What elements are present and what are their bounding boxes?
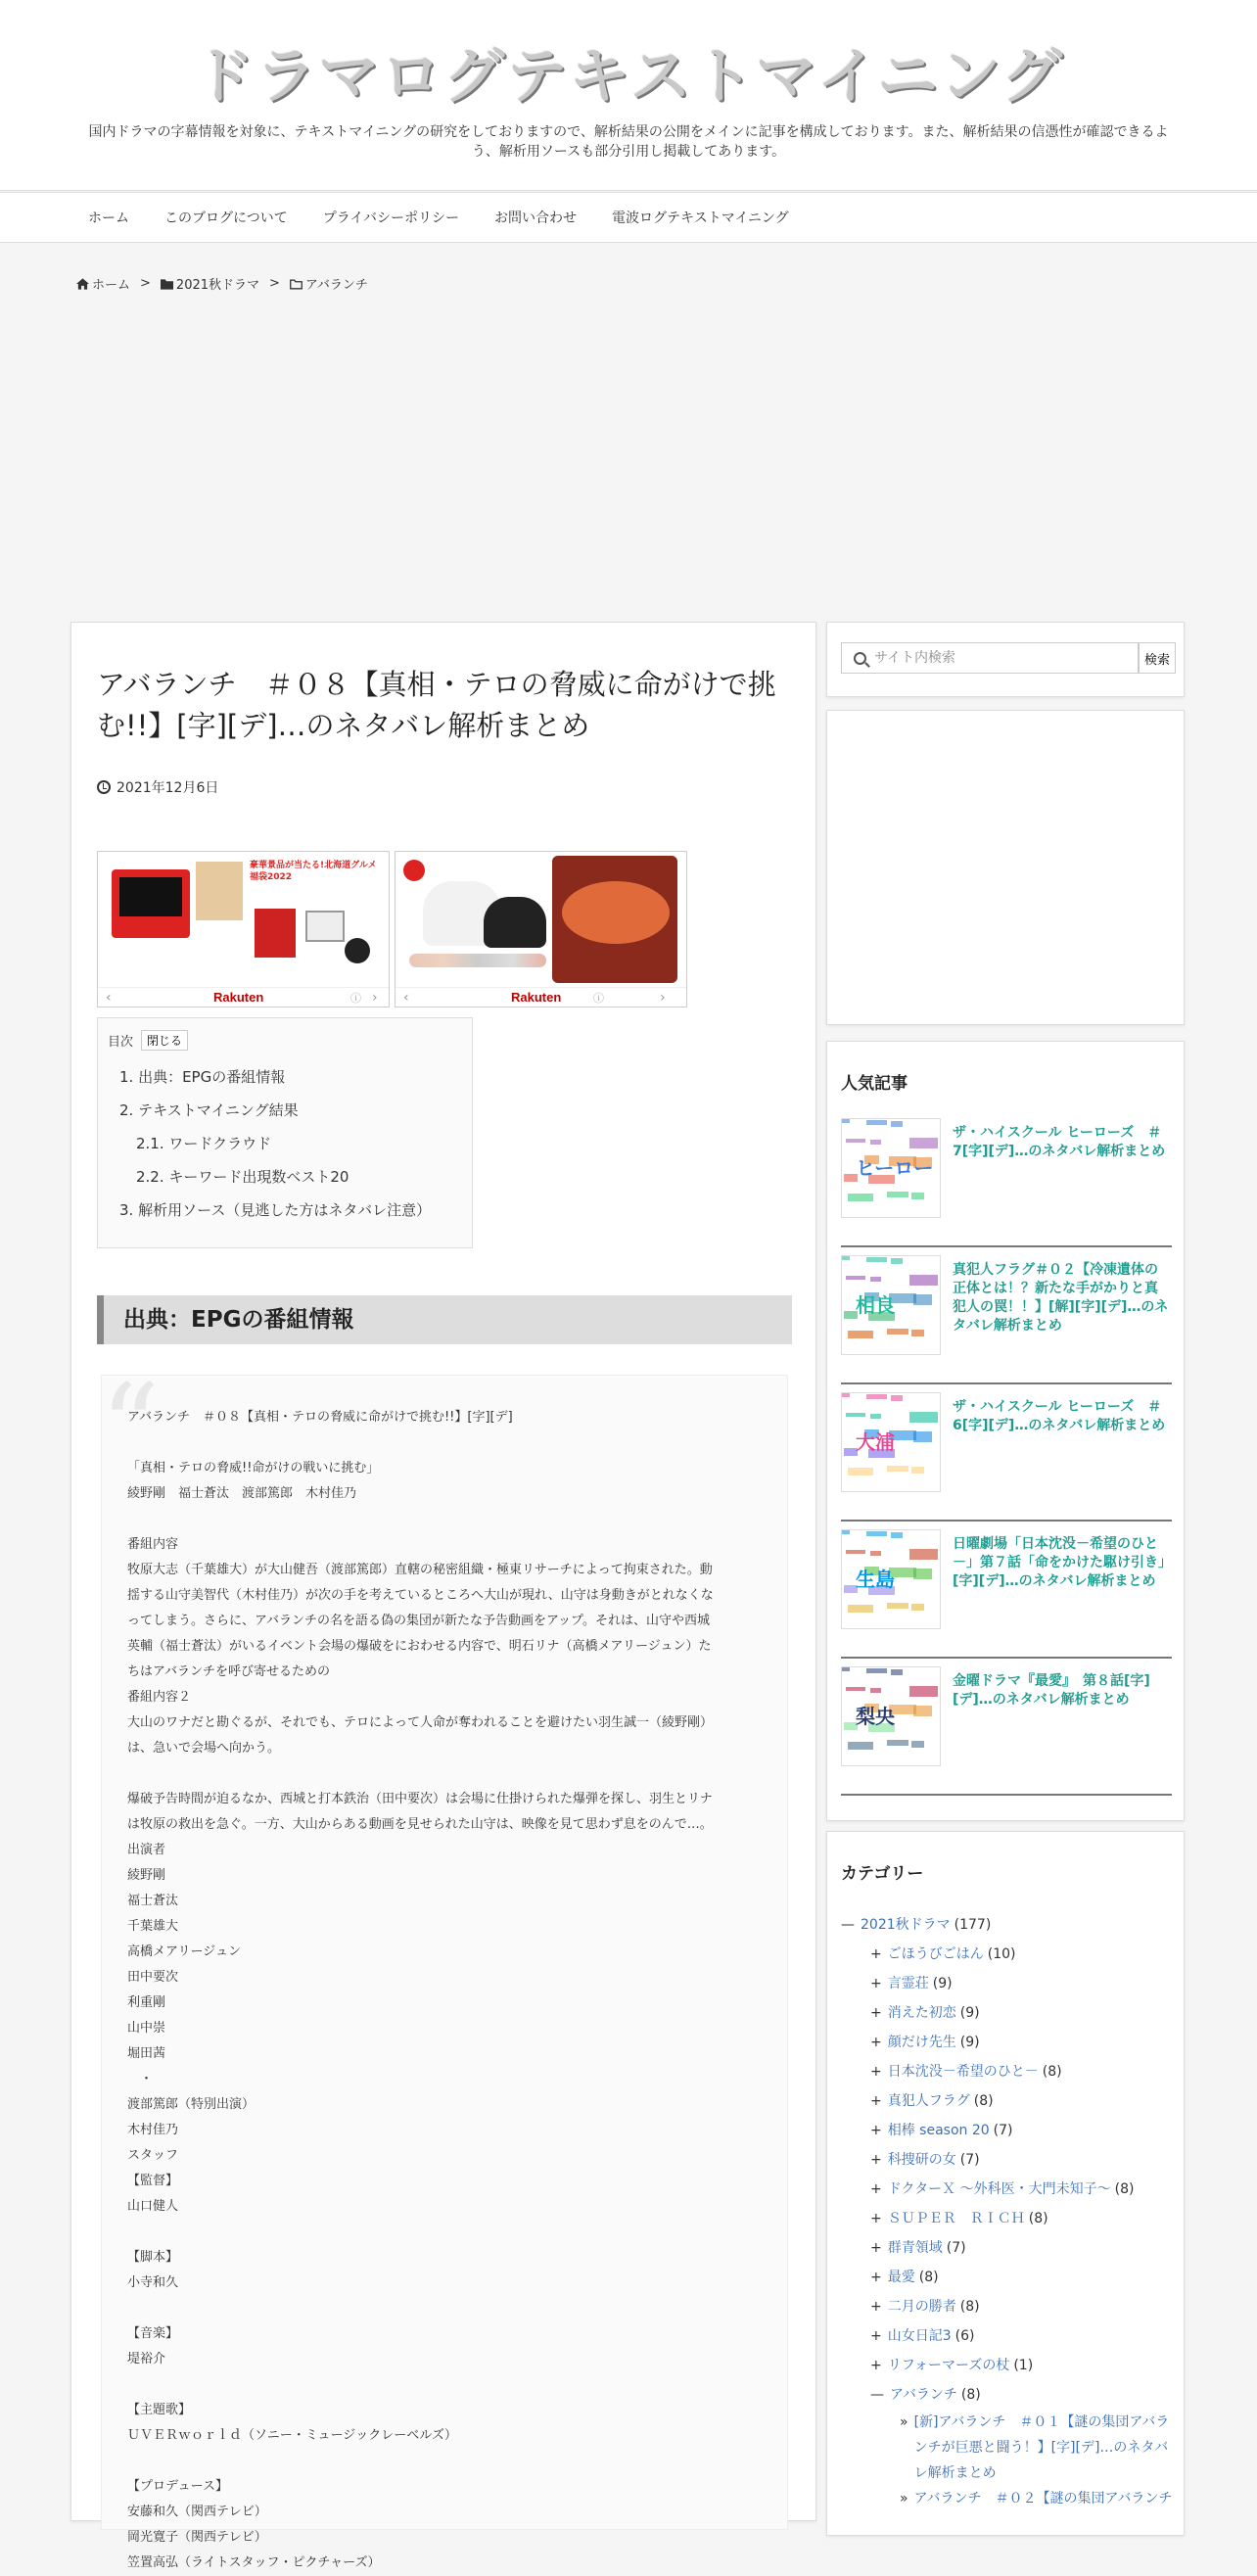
thumbnail-word-block <box>848 1468 873 1475</box>
category-item[interactable] <box>841 2410 1174 2486</box>
category-item[interactable] <box>841 2263 1174 2292</box>
thumbnail-word-block <box>891 1669 903 1675</box>
category-text <box>888 2086 994 2116</box>
category-count: (7) <box>959 2152 980 2168</box>
category-text <box>888 2028 980 2057</box>
epg-line: 千葉雄大 <box>127 1919 179 1934</box>
epg-line: 安藤和久（関西テレビ） <box>127 2505 267 2519</box>
thumbnail-word-block <box>846 1550 865 1554</box>
popular-post-item[interactable] <box>841 1110 1172 1247</box>
category-item[interactable] <box>841 2057 1174 2086</box>
thumbnail-main-word: 梨央 <box>856 1705 895 1728</box>
category-text <box>888 2175 1135 2204</box>
thumbnail-main-word: 相良 <box>856 1293 895 1317</box>
category-link[interactable]: アバランチ ＃０２【謎の集団アバランチ <box>913 2491 1173 2506</box>
thumbnail-word-block <box>848 1194 873 1201</box>
toc-item[interactable]: 2.2. キーワード出現数ベスト20 <box>136 1168 349 1186</box>
category-item[interactable] <box>841 2086 1174 2116</box>
expand-plus-icon: + <box>870 1976 882 1991</box>
category-text <box>890 2380 981 2410</box>
epg-line <box>127 1507 764 1532</box>
breadcrumb-subcategory[interactable] <box>290 274 368 293</box>
nav-item[interactable]: ホーム <box>88 211 129 226</box>
thumbnail-word-block <box>891 1258 903 1264</box>
category-link[interactable]: 言霊荘 <box>887 1976 929 1991</box>
category-count: (8) <box>1028 2211 1048 2226</box>
thumbnail-word-block <box>913 1431 932 1442</box>
category-count: (8) <box>918 2270 939 2285</box>
thumbnail-word-block <box>909 1275 938 1286</box>
category-count: (7) <box>946 2240 966 2256</box>
epg-line <box>127 2296 764 2321</box>
breadcrumb-separator: > <box>140 276 151 291</box>
category-widget <box>826 1831 1185 2536</box>
category-link[interactable]: ドクターＸ ～外科医・大門未知子～ <box>887 2181 1111 2197</box>
category-count: (8) <box>959 2299 980 2315</box>
toc-item[interactable]: 1. 出典：EPGの番組情報 <box>119 1068 286 1086</box>
popular-post-link[interactable]: 金曜ドラマ『最愛』 第８話[字][デ]…のネタバレ解析まとめ <box>953 1673 1150 1708</box>
thumbnail-word-block <box>846 1276 865 1280</box>
thumbnail-word-block <box>911 1193 924 1199</box>
word-cloud-thumbnail[interactable] <box>841 1666 941 1766</box>
epg-line: 【主題歌】 <box>127 2403 192 2417</box>
ad-banner-1[interactable] <box>97 851 390 1007</box>
thumbnail-word-block <box>911 1741 924 1748</box>
epg-line <box>127 2220 764 2245</box>
thumbnail-main-word: 生島 <box>856 1568 895 1591</box>
epg-line: 爆破予告時間が迫るなか、西城と打本鉄治（田中要次）は会場に仕掛けられた爆弾を探し、羽生とリナ <box>127 1792 713 1806</box>
section-heading-epg: 出典：EPGの番組情報 <box>97 1295 792 1344</box>
category-link[interactable]: 日本沈没－希望のひと－ <box>887 2064 1039 2080</box>
site-logo[interactable]: ドラマログテキストマイニング <box>193 40 1064 112</box>
epg-line: 笠置高弘（ライトスタッフ・ピクチャーズ） <box>127 2555 381 2570</box>
category-link[interactable]: 2021秋ドラマ <box>861 1917 951 1933</box>
expand-plus-icon: + <box>870 2211 882 2226</box>
category-link[interactable]: 消えた初恋 <box>887 2005 956 2021</box>
thumbnail-word-block <box>866 1257 887 1262</box>
breadcrumb-home-label: ホーム <box>92 278 131 293</box>
category-text <box>888 2233 966 2263</box>
epg-line: 揺する山守美智代（木村佳乃）が次の手を考えているところへ大山が現れ、山守は身動きがとれなくな <box>127 1588 714 1603</box>
expand-plus-icon: + <box>870 2328 882 2344</box>
category-text <box>888 1969 953 1998</box>
word-cloud-thumbnail[interactable] <box>841 1118 941 1218</box>
category-item[interactable] <box>841 2351 1174 2380</box>
nav-item[interactable]: プライバシーポリシー <box>322 211 460 226</box>
epg-line: 【監督】 <box>127 2174 179 2188</box>
ad-banners <box>97 851 687 1007</box>
category-link[interactable]: ＳＵＰＥＲ ＲＩＣＨ <box>887 2211 1025 2226</box>
search-button[interactable]: 検索 <box>1139 642 1176 674</box>
epg-line: 【脚本】 <box>127 2250 179 2265</box>
category-text <box>888 2145 980 2175</box>
toc-label: 目次 <box>108 1035 134 1050</box>
thumbnail-word-block <box>870 1140 881 1145</box>
thumbnail-word-block <box>842 1256 850 1260</box>
category-link[interactable]: リフォーマーズの杖 <box>887 2358 1010 2373</box>
category-count: (9) <box>932 1976 953 1991</box>
category-item[interactable] <box>841 2321 1174 2351</box>
category-count: (9) <box>959 2005 980 2021</box>
category-text <box>914 2486 1173 2511</box>
epg-line: 渡部篤郎（特別出演） <box>127 2097 256 2112</box>
category-item[interactable] <box>841 2145 1174 2175</box>
category-text <box>888 2351 1033 2380</box>
epg-line: 山中崇 <box>127 2021 166 2036</box>
category-text <box>888 2321 975 2351</box>
popular-post-link[interactable]: ザ・ハイスクール ヒーローズ ＃6[字][デ]…のネタバレ解析まとめ <box>953 1399 1166 1433</box>
search-input[interactable] <box>874 650 1119 666</box>
prev-arrow-icon[interactable]: ‹ <box>403 990 409 1006</box>
word-cloud-thumbnail[interactable] <box>841 1255 941 1355</box>
popular-post-item[interactable] <box>841 1522 1172 1659</box>
epg-line: 綾野剛 <box>127 1868 166 1883</box>
epg-line: 牧原大志（千葉雄大）が大山健吾（渡部篤郎）直轄の秘密組織・極東リサーチによって拘束された。動 <box>127 1563 713 1577</box>
expand-plus-icon: + <box>870 2035 882 2050</box>
toc-item[interactable]: 2. テキストマイニング結果 <box>119 1101 299 1119</box>
thumbnail-word-block <box>909 1549 938 1560</box>
category-count: (8) <box>973 2093 994 2109</box>
popular-post-link[interactable]: 日曜劇場「日本沈没－希望のひと－」第７話「命をかけた駆け引き」[字][デ]…のネタバレ解析まとめ <box>953 1536 1165 1589</box>
category-count: (8) <box>960 2387 981 2403</box>
popular-posts-title: 人気記事 <box>841 1074 908 1094</box>
category-count: (8) <box>1042 2064 1062 2080</box>
thumbnail-word-block <box>911 1604 924 1611</box>
collapse-dash-icon: — <box>841 1917 855 1933</box>
category-item[interactable] <box>841 2028 1174 2057</box>
breadcrumb <box>76 274 368 293</box>
post-date-text: 2021年12月6日 <box>116 780 219 796</box>
category-item[interactable] <box>841 1910 1174 1940</box>
thumbnail-word-block <box>848 1605 873 1613</box>
search-icon <box>854 652 866 665</box>
category-count: (177) <box>954 1917 992 1933</box>
thumbnail-word-block <box>866 1120 887 1125</box>
category-count: (6) <box>954 2328 975 2344</box>
epg-line: 【音楽】 <box>127 2326 179 2341</box>
thumbnail-word-block <box>909 1412 938 1423</box>
epg-line <box>127 2449 764 2474</box>
epg-line: 福士蒼汰 <box>127 1894 179 1908</box>
nav-item[interactable]: このブログについて <box>164 211 288 226</box>
rakuten-logo: Rakuten <box>213 990 264 1005</box>
ad-image <box>396 852 686 987</box>
thumbnail-word-block <box>870 1414 881 1419</box>
category-count: (8) <box>1114 2181 1135 2197</box>
epg-line: スタッフ <box>127 2148 179 2163</box>
epg-line: 堀田茜 <box>127 2046 166 2061</box>
expand-plus-icon: + <box>870 2093 882 2109</box>
category-link[interactable]: 山女日記3 <box>887 2328 952 2344</box>
search-field <box>841 642 1139 674</box>
post-title: アバランチ ＃０８【真相・テロの脅威に命がけで挑む!!】[字][デ]…のネタバレ解析まとめ <box>97 668 776 742</box>
category-link[interactable]: 群青領域 <box>887 2240 943 2256</box>
category-text <box>888 2204 1048 2233</box>
breadcrumb-category[interactable] <box>161 274 259 293</box>
breadcrumb-separator: > <box>269 276 280 291</box>
thumbnail-word-block <box>909 1686 938 1697</box>
category-item[interactable] <box>841 1969 1174 1998</box>
expand-plus-icon: + <box>870 2152 882 2168</box>
sidebar-ad-slot <box>826 710 1185 1025</box>
epg-line: 堤裕介 <box>127 2352 166 2366</box>
breadcrumb-home[interactable] <box>76 274 130 293</box>
category-item[interactable] <box>841 1940 1174 1969</box>
thumbnail-main-word: 大浦 <box>856 1430 895 1454</box>
next-arrow-icon[interactable]: › <box>660 990 666 1006</box>
category-link[interactable]: 二月の勝者 <box>887 2299 956 2315</box>
toc-item[interactable]: 3. 解析用ソース（見逃した方はネタバレ注意） <box>119 1201 432 1219</box>
epg-blockquote <box>100 1360 788 2570</box>
epg-line: 岡光寛子（関西テレビ） <box>127 2530 267 2545</box>
epg-line: 【プロデュース】 <box>127 2479 228 2494</box>
epg-line: 小寺和久 <box>127 2275 179 2290</box>
thumbnail-word-block <box>866 1531 887 1536</box>
epg-line: ってしまう。さらに、アバランチの名を語る偽の集団が新たな予告動画をアップ。それは、山守や西城 <box>127 1614 711 1628</box>
epg-line: は、急いで会場へ向かう。 <box>127 1741 281 1756</box>
epg-line: ちはアバランチを呼び寄せるための <box>127 1664 330 1679</box>
thumbnail-word-block <box>891 1395 903 1401</box>
expand-plus-icon: + <box>870 2299 882 2315</box>
nav-item[interactable]: お問い合わせ <box>494 211 578 226</box>
ad-banner-text: 豪華景品が当たる!北海道グルメ福袋2022 <box>250 860 377 885</box>
category-item[interactable] <box>841 1998 1174 2028</box>
category-link[interactable]: 顔だけ先生 <box>887 2035 956 2050</box>
thumbnail-word-block <box>842 1393 850 1397</box>
site-header <box>0 0 1257 191</box>
category-text <box>861 1910 991 1940</box>
thumbnail-word-block <box>846 1687 865 1691</box>
popular-post-item[interactable] <box>841 1384 1172 1522</box>
category-item[interactable] <box>841 2292 1174 2321</box>
expand-plus-icon: + <box>870 2240 882 2256</box>
category-link[interactable]: ごほうびごはん <box>887 1946 984 1962</box>
post-date <box>97 777 218 797</box>
folder-open-icon <box>290 278 303 290</box>
epg-line <box>127 2372 764 2398</box>
expand-plus-icon: + <box>870 2358 882 2373</box>
expand-plus-icon: + <box>870 2181 882 2197</box>
category-link[interactable]: 真犯人フラグ <box>887 2093 970 2109</box>
info-icon[interactable]: ⓘ <box>350 992 361 1005</box>
thumbnail-word-block <box>866 1394 887 1399</box>
category-text <box>888 2057 1062 2086</box>
thumbnail-word-block <box>842 1119 850 1123</box>
epg-line: 高橋メアリージュン <box>127 1944 241 1959</box>
category-link[interactable]: 科捜研の女 <box>887 2152 956 2168</box>
category-item[interactable] <box>841 2233 1174 2263</box>
epg-line: 「真相・テロの脅威!!命がけの戦いに挑む」 <box>127 1461 380 1475</box>
ad-image <box>98 852 389 987</box>
post-bullet-icon: » <box>900 2491 908 2506</box>
next-arrow-icon[interactable]: › <box>372 990 378 1006</box>
thumbnail-main-word: ヒーロー <box>856 1156 934 1180</box>
word-cloud-thumbnail[interactable] <box>841 1392 941 1492</box>
category-count: (10) <box>987 1946 1016 1962</box>
thumbnail-word-block <box>842 1530 850 1534</box>
thumbnail-word-block <box>842 1667 850 1671</box>
toc-close-button[interactable]: 閉じる <box>141 1030 188 1051</box>
ad-footer <box>98 987 389 1007</box>
category-count: (9) <box>959 2035 980 2050</box>
thumbnail-word-block <box>866 1668 887 1673</box>
thumbnail-word-block <box>848 1742 873 1750</box>
epg-line: ・ <box>127 2072 154 2086</box>
expand-plus-icon: + <box>870 2005 882 2021</box>
category-item[interactable] <box>841 2204 1174 2233</box>
category-text <box>888 1998 980 2028</box>
word-cloud-thumbnail[interactable] <box>841 1529 941 1629</box>
expand-plus-icon: + <box>870 2064 882 2080</box>
category-item[interactable] <box>841 2486 1174 2511</box>
category-item[interactable] <box>841 2175 1174 2204</box>
popular-post-item[interactable] <box>841 1247 1172 1384</box>
category-list <box>841 1910 1174 2511</box>
epg-line: 山口健人 <box>127 2199 179 2214</box>
category-text <box>888 2292 980 2321</box>
category-link[interactable]: アバランチ <box>890 2387 957 2403</box>
thumbnail-word-block <box>913 1294 932 1305</box>
epg-line: は牧原の救出を急ぐ。一方、大山からある動画を見せられた山守は、映像を見て思わず息をのんで…。 <box>127 1817 713 1832</box>
epg-line: 利重剛 <box>127 1995 166 2010</box>
toc-item[interactable]: 2.1. ワードクラウド <box>136 1135 272 1152</box>
epg-line: 出演者 <box>127 1843 166 1857</box>
category-link[interactable]: 相棒 season 20 <box>887 2123 990 2138</box>
epg-line: 綾野剛 福士蒼汰 渡部篤郎 木村佳乃 <box>127 1486 357 1501</box>
thumbnail-word-block <box>870 1277 881 1282</box>
category-link[interactable]: [新]アバランチ ＃０１【謎の集団アバランチが巨悪と闘う！】[字][デ]…のネタバレ解析まとめ <box>913 2414 1170 2481</box>
popular-post-link[interactable]: 真犯人フラグ＃０２【冷凍遺体の正体とは！？新たな手がかりと真犯人の罠！！】[解][字][デ]…のネタバレ解析まとめ <box>953 1262 1169 1334</box>
epg-line <box>127 1430 764 1456</box>
ad-footer <box>396 987 686 1007</box>
thumbnail-word-block <box>887 1466 908 1472</box>
clock-icon <box>97 780 111 794</box>
category-count: (1) <box>1013 2358 1034 2373</box>
toc-header <box>108 1030 188 1051</box>
expand-plus-icon: + <box>870 1946 882 1962</box>
site-tagline: 国内ドラマの字幕情報を対象に、テキストマイニングの研究をしておりますので、解析結果の公開をメインに記事を構成しております。また、解析結果の信憑性が確認できるよう、解析用ソースも部分引用し掲載してあります。 <box>88 124 1169 160</box>
epg-line: アバランチ ＃０８【真相・テロの脅威に命がけで挑む!!】[字][デ] <box>127 1410 513 1425</box>
rakuten-logo: Rakuten <box>511 990 562 1005</box>
article-card <box>70 622 816 2570</box>
info-icon[interactable]: ⓘ <box>593 992 604 1005</box>
thumbnail-word-block <box>887 1192 908 1197</box>
expand-plus-icon: + <box>870 2123 882 2138</box>
collapse-dash-icon: — <box>870 2387 884 2403</box>
popular-posts-widget <box>826 1041 1185 1821</box>
table-of-contents <box>97 1017 473 1248</box>
category-item[interactable] <box>841 2116 1174 2145</box>
category-text <box>888 2116 1013 2145</box>
thumbnail-word-block <box>911 1467 924 1474</box>
thumbnail-word-block <box>887 1329 908 1335</box>
category-text <box>888 1940 1016 1969</box>
epg-line: 番組内容 <box>127 1537 179 1552</box>
expand-plus-icon: + <box>870 2270 882 2285</box>
category-link[interactable]: 最愛 <box>887 2270 915 2285</box>
thumbnail-word-block <box>848 1331 873 1338</box>
epg-line: 英輔（福士蒼汰）がいるイベント会場の爆破をにおわせる内容で、明石リナ（高橋メアリージュン）た <box>127 1639 712 1654</box>
epg-line: 田中要次 <box>127 1970 179 1985</box>
category-count: (7) <box>993 2123 1013 2138</box>
prev-arrow-icon[interactable]: ‹ <box>106 990 112 1006</box>
thumbnail-word-block <box>913 1569 932 1579</box>
breadcrumb-subcategory-label: アバランチ <box>304 278 368 293</box>
epg-line: ＵＶＥＲｗｏｒｌｄ（ソニー・ミュージックレーベルズ） <box>127 2428 457 2443</box>
home-icon <box>76 278 89 290</box>
thumbnail-word-block <box>846 1139 865 1143</box>
main-nav <box>0 192 1257 243</box>
epg-line: 大山のワナだと勘ぐるが、それでも、テロによって人命が奪われることを避けたい羽生誠一（綾野剛） <box>127 1715 714 1730</box>
thumbnail-word-block <box>891 1121 903 1127</box>
quote-mark-icon: “ <box>100 1360 161 1496</box>
category-title: カテゴリー <box>841 1864 924 1884</box>
popular-post-link[interactable]: ザ・ハイスクール ヒーローズ ＃7[字][デ]…のネタバレ解析まとめ <box>953 1125 1166 1159</box>
thumbnail-word-block <box>870 1551 881 1556</box>
category-text <box>914 2410 1174 2486</box>
thumbnail-word-block <box>911 1330 924 1336</box>
breadcrumb-category-label: 2021秋ドラマ <box>175 278 260 293</box>
thumbnail-word-block <box>909 1138 938 1148</box>
post-bullet-icon: » <box>900 2414 908 2430</box>
thumbnail-word-block <box>887 1740 908 1746</box>
popular-post-item[interactable] <box>841 1659 1172 1796</box>
category-item[interactable] <box>841 2380 1174 2410</box>
epg-line <box>127 1761 764 1787</box>
toc-list <box>119 1067 431 1234</box>
thumbnail-word-block <box>891 1532 903 1538</box>
search-widget <box>826 622 1185 697</box>
nav-item[interactable]: 電波ログテキストマイニング <box>612 211 789 226</box>
thumbnail-word-block <box>846 1413 865 1417</box>
ad-banner-2[interactable] <box>395 851 687 1007</box>
thumbnail-word-block <box>887 1603 908 1609</box>
thumbnail-word-block <box>913 1706 932 1716</box>
epg-line: 木村佳乃 <box>127 2123 179 2137</box>
folder-filled-icon <box>161 278 173 290</box>
thumbnail-word-block <box>870 1688 881 1693</box>
epg-line: 番組内容２ <box>127 1690 192 1705</box>
category-text <box>888 2263 939 2292</box>
